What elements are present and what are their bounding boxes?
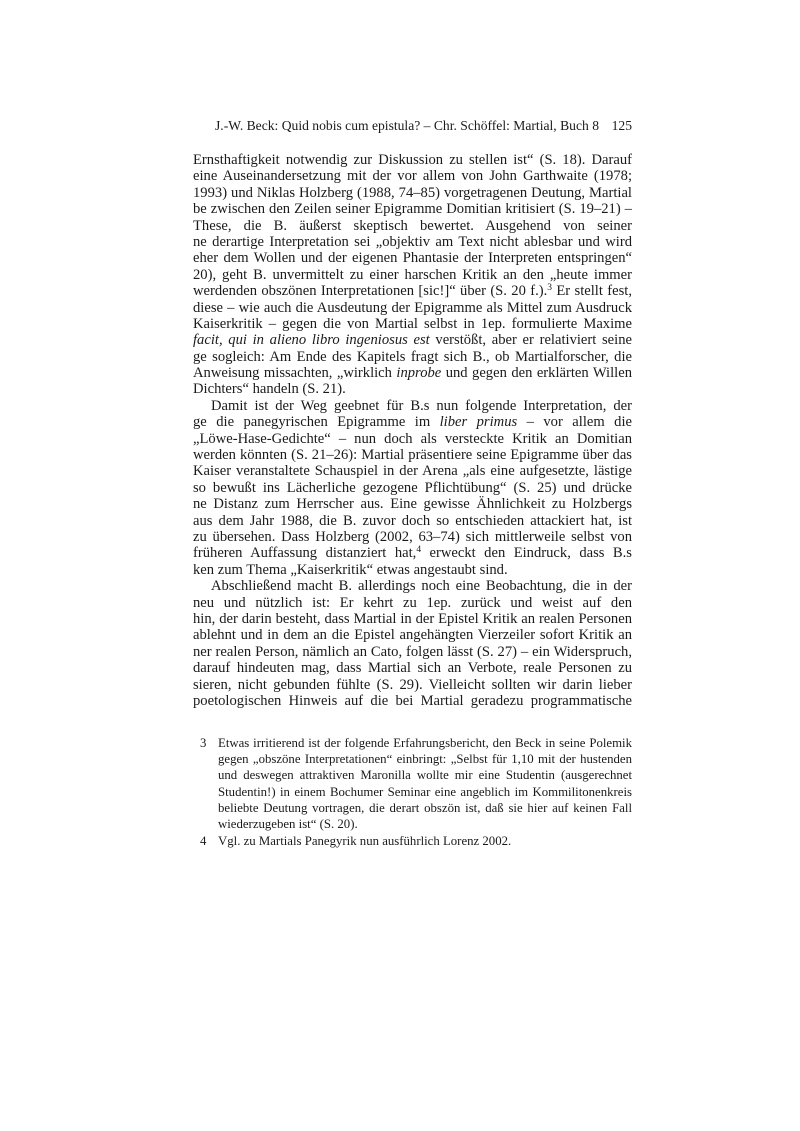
text-line	[193, 595, 632, 611]
text-run: gegen „obszöne Interpretationen“ einbringt: „Selbst für 1,10 mit der hustenden	[218, 752, 632, 767]
text-line	[193, 529, 632, 545]
text-line	[193, 267, 632, 283]
text-run: ner realen Person, nämlich an Cato, folgen lässt (S. 27) – ein Widerspruch,	[193, 643, 632, 660]
footnote	[200, 833, 632, 849]
text-run: Kaiserkritik – gegen die von Martial selbst in 1ep. formulierte Maxime	[193, 315, 632, 332]
text-line	[193, 463, 632, 479]
footnote-text	[218, 735, 632, 832]
text-line	[193, 283, 632, 299]
text-line	[193, 545, 632, 561]
text-run: so bewußt ins Lächerliche gezogene Pflichtübung“ (S. 25) und drücke	[193, 479, 632, 496]
footnote-reference: 4	[416, 545, 422, 556]
text-line	[193, 250, 632, 266]
text-run: Anweisung missachten, „wirklich	[193, 365, 397, 382]
text-run: sieren, nicht gebunden fühlte (S. 29). Vielleicht sollten wir darin lieber	[193, 676, 632, 693]
text-run: aus dem Jahr 1988, die B. zuvor doch so entschieden attackiert hat, ist	[193, 512, 632, 529]
text-line	[218, 833, 632, 849]
italic-text: liber primus	[439, 414, 518, 431]
text-run: Studentin!) in einem Bochumer Seminar eine angeblich im Kommilitonenkreis	[218, 784, 632, 799]
text-line	[193, 431, 632, 447]
text-run: Vgl. zu Martials Panegyrik nun ausführlich Lorenz 2002.	[218, 834, 512, 849]
text-run: neu und nützlich ist: Er kehrt zu 1ep. zurück und weist auf den	[193, 594, 632, 611]
text-run: Kaiser veranstaltete Schauspiel in der Arena „als eine aufgesetzte, lästige	[193, 463, 632, 480]
text-run: Er stellt fest,	[556, 283, 632, 300]
text-line	[193, 660, 632, 676]
text-run: hin, der darin besteht, dass Martial in der Epistel Kritik an realen Personen	[193, 610, 632, 627]
text-run: ge die panegyrischen Epigramme im	[193, 414, 440, 431]
text-run: ne derartige Interpretation sei „objektiv am Text nicht ablesbar und wird	[193, 233, 632, 250]
text-line	[193, 414, 632, 430]
text-line	[193, 496, 632, 512]
text-line	[193, 218, 632, 234]
text-line	[193, 513, 632, 529]
text-line	[193, 332, 632, 348]
footnote-number: 4	[200, 834, 207, 849]
text-line	[218, 751, 632, 767]
text-line	[193, 562, 632, 578]
text-line	[218, 784, 632, 800]
text-line	[193, 480, 632, 496]
text-line	[193, 381, 632, 397]
text-run: ge sogleich: Am Ende des Kapitels fragt sich B., ob Martialforscher, die	[193, 348, 632, 365]
text-line	[193, 234, 632, 250]
text-run: verstößt, aber er relativiert seine	[435, 332, 632, 349]
paragraph	[193, 152, 632, 398]
text-line	[193, 185, 632, 201]
text-run: erweckt den Eindruck, dass B.s	[429, 545, 632, 562]
running-header	[193, 118, 632, 136]
text-run: Dichters“ handeln (S. 21).	[193, 381, 346, 398]
text-run: Damit ist der Weg geebnet für B.s nun folgende Interpretation, der	[211, 397, 632, 414]
footnote-text	[218, 833, 632, 849]
text-run: Ernsthaftigkeit notwendig zur Diskussion zu stellen ist“ (S. 18). Darauf	[193, 152, 632, 168]
text-run: ne Distanz zum Herrscher aus. Eine gewisse Ähnlichkeit zu Holzbergs	[193, 496, 632, 513]
text-run: – vor allem die	[526, 414, 632, 431]
body-text	[193, 152, 632, 709]
text-run: zu übersehen. Dass Holzberg (2002, 63–74) sich mittlerweile selbst von	[193, 528, 632, 545]
text-run: darauf hindeuten mag, dass Martial sich an Verbote, reale Personen zu	[193, 660, 632, 677]
text-run: Etwas irritierend ist der folgende Erfahrungsbericht, den Beck in seine Polemik	[218, 736, 632, 750]
footnote-reference: 3	[547, 283, 553, 294]
text-run: ablehnt und in dem an die Epistel angehängten Vierzeiler sofort Kritik an	[193, 627, 632, 644]
text-line	[218, 735, 632, 751]
running-title: J.-W. Beck: Quid nobis cum epistula? – Chr. Schöffel: Martial, Buch 8	[215, 118, 599, 133]
text-run: beliebte Deutung vortragen, die derart obszön ist, daß sie hier auf keinen Fall	[218, 800, 632, 815]
text-line	[193, 447, 632, 463]
text-run: These, die B. äußerst skeptisch bewertet. Ausgehend von seiner	[193, 217, 632, 234]
text-run: eher dem Wollen und der eigenen Phantasie der Interpreten entspringen“	[193, 250, 632, 267]
footnote-number: 3	[200, 736, 207, 750]
text-line	[193, 693, 632, 709]
text-run: diese – wie auch die Ausdeutung der Epigramme als Mittel zum Ausdruck	[193, 299, 632, 316]
text-line	[218, 800, 632, 816]
text-run: wiederzugeben ist“ (S. 20).	[218, 816, 358, 831]
text-line	[193, 578, 632, 594]
page-number: 125	[611, 118, 632, 133]
paragraph	[193, 578, 632, 709]
text-line	[193, 398, 632, 414]
text-line	[193, 611, 632, 627]
text-line	[193, 365, 632, 381]
text-run: „Löwe-Hase-Gedichte“ – nun doch als versteckte Kritik an Domitian	[193, 430, 632, 447]
text-line	[193, 644, 632, 660]
footnote	[200, 735, 632, 832]
text-line	[218, 767, 632, 783]
text-run: 20), geht B. unvermittelt zu einer harschen Kritik an den „heute immer	[193, 266, 632, 283]
text-run: be zwischen den Zeilen seiner Epigramme Domitian kritisiert (S. 19–21) –	[193, 201, 632, 218]
text-line	[193, 300, 632, 316]
italic-text: inprobe	[396, 365, 442, 382]
text-run: Abschließend macht B. allerdings noch eine Beobachtung, die in der	[211, 578, 632, 595]
text-run: werdenden obszönen Interpretationen [sic!]“ über (S. 20 f.).	[193, 283, 548, 300]
text-line	[193, 627, 632, 643]
italic-text: facit, qui in alieno libro ingeniosus est	[193, 332, 430, 349]
text-line	[193, 316, 632, 332]
text-run: ken zum Thema „Kaiserkritik“ etwas angestaubt sind.	[193, 561, 508, 578]
text-line	[218, 816, 632, 832]
text-run: poetologischen Hinweis auf die bei Martial geradezu programmatische	[193, 692, 632, 709]
text-run: werden könnten (S. 21–26): Martial präsentiere seine Epigramme über das	[193, 447, 632, 464]
text-run: und gegen den erklärten Willen	[445, 365, 632, 382]
text-run: 1993) und Niklas Holzberg (1988, 74–85) vorgetragenen Deutung, Martial	[193, 184, 632, 201]
text-line	[193, 201, 632, 217]
paragraph	[193, 398, 632, 578]
text-run: und deswegen attraktiven Maronilla wollte mir eine Studentin (ausgerechnet	[218, 768, 632, 783]
text-run: früheren Auffassung distanziert hat,	[193, 545, 417, 562]
text-run: eine Auseinandersetzung mit der vor allem von John Garthwaite (1978;	[193, 168, 632, 185]
footnotes	[200, 735, 632, 850]
text-line	[193, 677, 632, 693]
text-line	[193, 152, 632, 168]
text-line	[193, 168, 632, 184]
text-line	[193, 349, 632, 365]
